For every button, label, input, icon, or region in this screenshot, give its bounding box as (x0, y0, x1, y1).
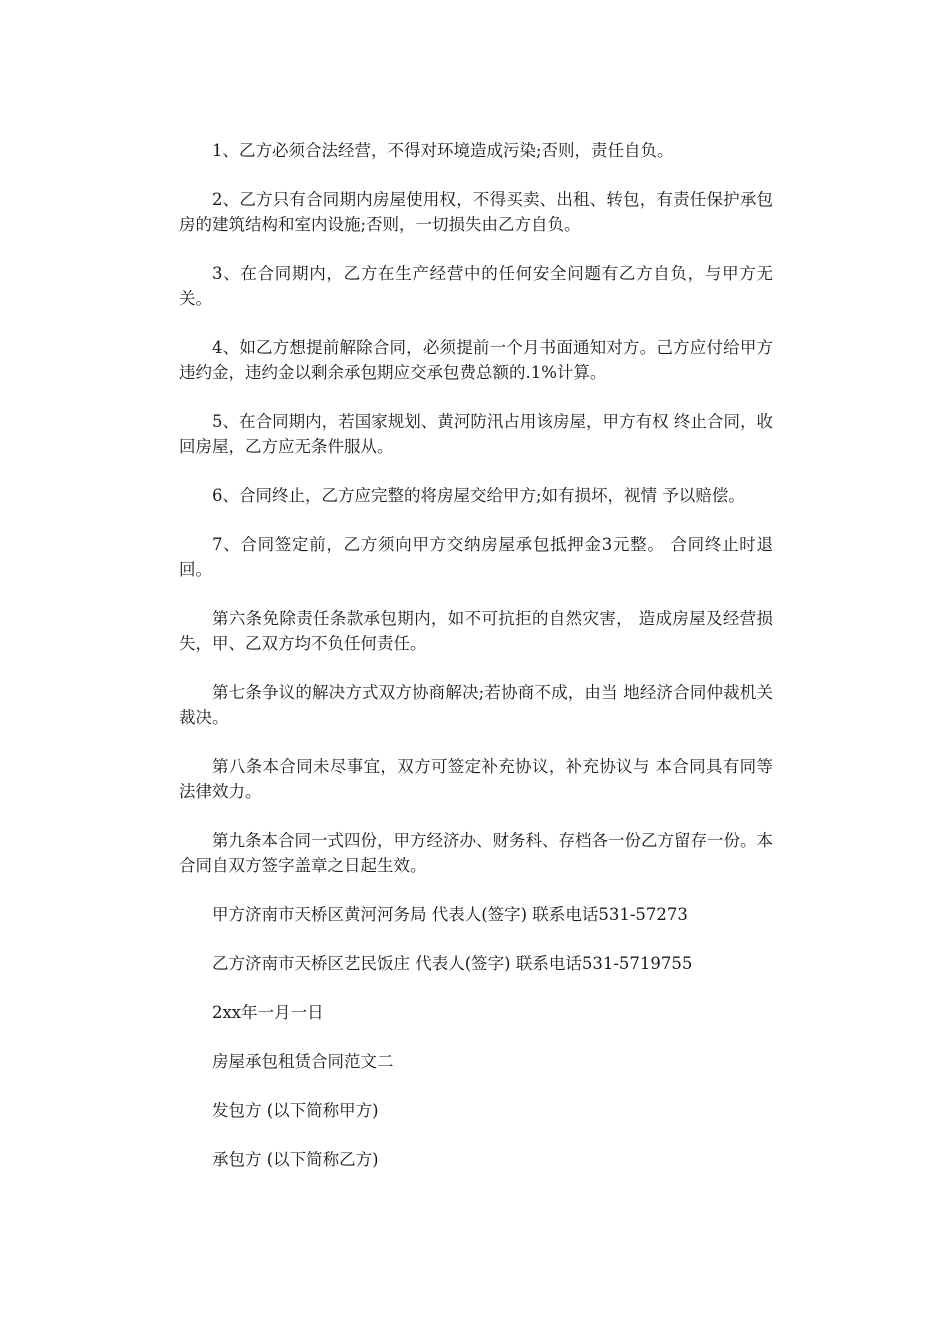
paragraph-clause-3: 3、在合同期内，乙方在生产经营中的任何安全问题有乙方自负，与甲方无关。 (179, 264, 773, 308)
party-b-signature-line: 乙方济南市天桥区艺民饭庄 代表人(签字) 联系电话531-5719755 (212, 954, 693, 973)
paragraph-article-7: 第七条争议的解决方式双方协商解决;若协商不成，由当 地经济合同仲裁机关裁决。 (179, 683, 773, 727)
paragraph-article-9: 第九条本合同一式四份，甲方经济办、财务科、存档各一份乙方留存一份。本合同自双方签字盖章之日起生效。 (179, 831, 773, 875)
document-page (179, 138, 773, 1196)
party-a-label: 发包方 (以下简称甲方) (212, 1101, 379, 1120)
paragraph-clause-7: 7、合同签定前，乙方须向甲方交纳房屋承包抵押金3元整。 合同终止时退回。 (179, 535, 773, 579)
paragraph-clause-1: 1、乙方必须合法经营，不得对环境造成污染;否则，责任自负。 (212, 141, 674, 160)
contract-date: 2xx年一月一日 (212, 1003, 324, 1022)
party-b-label: 承包方 (以下简称乙方) (212, 1150, 379, 1169)
party-a-signature-line: 甲方济南市天桥区黄河河务局 代表人(签字) 联系电话531-57273 (212, 905, 688, 924)
section-title: 房屋承包租赁合同范文二 (212, 1052, 394, 1071)
paragraph-clause-2: 2、乙方只有合同期内房屋使用权，不得买卖、出租、转包，有责任保护承包房的建筑结构和室内设施;否则，一切损失由乙方自负。 (179, 190, 773, 234)
paragraph-clause-5: 5、在合同期内，若国家规划、黄河防汛占用该房屋，甲方有权 终止合同，收回房屋，乙方应无条件服从。 (179, 412, 773, 456)
paragraph-article-6: 第六条免除责任条款承包期内，如不可抗拒的自然灾害， 造成房屋及经营损失，甲、乙双方均不负任何责任。 (179, 609, 773, 653)
paragraph-clause-6: 6、合同终止，乙方应完整的将房屋交给甲方;如有损坏，视情 予以赔偿。 (212, 486, 745, 505)
paragraph-article-8: 第八条本合同未尽事宜，双方可签定补充协议，补充协议与 本合同具有同等法律效力。 (179, 757, 773, 801)
paragraph-clause-4: 4、如乙方想提前解除合同，必须提前一个月书面通知对方。己方应付给甲方违约金，违约金以剩余承包期应交承包费总额的.1%计算。 (179, 338, 773, 382)
